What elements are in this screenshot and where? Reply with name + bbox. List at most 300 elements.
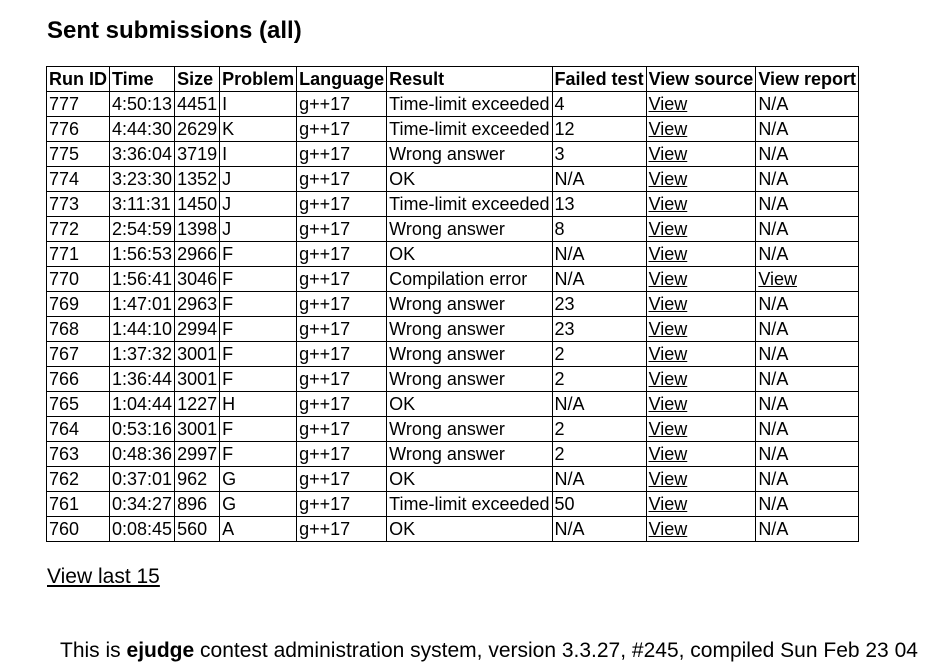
cell-time-cell	[110, 242, 175, 267]
cell-result-cell	[387, 492, 552, 517]
view-source-link[interactable]: View	[648, 419, 688, 439]
cell-size-cell	[175, 142, 220, 167]
cell-run-id-cell	[47, 167, 110, 192]
cell-time-cell	[110, 517, 175, 542]
cell-language-cell	[297, 492, 387, 517]
table-row	[47, 192, 859, 217]
cell-language: g++17	[299, 469, 351, 489]
view-source-link[interactable]: View	[648, 144, 688, 164]
cell-language: g++17	[299, 219, 351, 239]
cell-language: g++17	[299, 269, 351, 289]
cell-size: 3719	[177, 144, 218, 164]
view-report: N/A	[758, 94, 789, 114]
cell-result-cell	[387, 142, 552, 167]
cell-problem: I	[222, 94, 228, 114]
cell-result: OK	[389, 169, 416, 189]
cell-run-id: 773	[49, 194, 80, 214]
view-source-cell	[646, 317, 756, 342]
view-source-link[interactable]: View	[648, 519, 688, 539]
cell-size-cell	[175, 92, 220, 117]
cell-result-cell	[387, 242, 552, 267]
cell-result: Compilation error	[389, 269, 528, 289]
cell-failed-test: 2	[554, 344, 565, 364]
cell-result: Time-limit exceeded	[389, 119, 550, 139]
view-report-cell	[756, 417, 859, 442]
cell-time-cell	[110, 192, 175, 217]
cell-result-cell	[387, 167, 552, 192]
view-report-cell	[756, 242, 859, 267]
cell-failed-test: N/A	[554, 169, 585, 189]
cell-failed-test-cell	[552, 267, 646, 292]
view-source-link[interactable]: View	[648, 269, 688, 289]
table-row	[47, 267, 859, 292]
cell-size-cell	[175, 292, 220, 317]
cell-failed-test-cell	[552, 292, 646, 317]
cell-result: Wrong answer	[389, 294, 505, 314]
view-source-link[interactable]: View	[648, 294, 688, 314]
view-report-cell	[756, 117, 859, 142]
view-report-cell	[756, 292, 859, 317]
cell-run-id-cell	[47, 367, 110, 392]
cell-run-id-cell	[47, 492, 110, 517]
cell-result: OK	[389, 519, 416, 539]
cell-failed-test: 12	[554, 119, 575, 139]
view-source-link[interactable]: View	[648, 119, 688, 139]
cell-size: 2629	[177, 119, 218, 139]
cell-size-cell	[175, 317, 220, 342]
cell-run-id: 771	[49, 244, 80, 264]
cell-time: 1:47:01	[112, 294, 173, 314]
table-row	[47, 392, 859, 417]
view-report-cell	[756, 142, 859, 167]
cell-language: g++17	[299, 169, 351, 189]
cell-size-cell	[175, 517, 220, 542]
view-source-cell	[646, 367, 756, 392]
cell-language-cell	[297, 367, 387, 392]
cell-language: g++17	[299, 494, 351, 514]
cell-run-id: 760	[49, 519, 80, 539]
cell-run-id: 764	[49, 419, 80, 439]
view-source-cell	[646, 217, 756, 242]
cell-time: 3:11:31	[112, 194, 171, 214]
view-report: N/A	[758, 294, 789, 314]
cell-failed-test-cell	[552, 242, 646, 267]
cell-language-cell	[297, 167, 387, 192]
cell-language-cell	[297, 117, 387, 142]
view-report: N/A	[758, 219, 789, 239]
header-language: Language	[297, 67, 387, 92]
cell-run-id: 770	[49, 269, 80, 289]
cell-failed-test-cell	[552, 142, 646, 167]
view-source-link[interactable]: View	[648, 444, 688, 464]
cell-time: 0:34:27	[112, 494, 173, 514]
view-source-cell	[646, 467, 756, 492]
cell-run-id-cell	[47, 317, 110, 342]
cell-size-cell	[175, 492, 220, 517]
cell-language: g++17	[299, 144, 351, 164]
view-source-cell	[646, 517, 756, 542]
cell-time-cell	[110, 392, 175, 417]
cell-run-id-cell	[47, 142, 110, 167]
view-source-link[interactable]: View	[648, 169, 688, 189]
view-source-cell	[646, 442, 756, 467]
cell-language-cell	[297, 467, 387, 492]
view-source-cell	[646, 342, 756, 367]
table-row	[47, 442, 859, 467]
cell-size: 2994	[177, 319, 218, 339]
cell-time: 1:44:10	[112, 319, 173, 339]
cell-problem-cell	[220, 467, 297, 492]
cell-size: 2966	[177, 244, 218, 264]
cell-problem: J	[222, 219, 232, 239]
cell-language: g++17	[299, 319, 351, 339]
cell-size-cell	[175, 367, 220, 392]
cell-time-cell	[110, 92, 175, 117]
cell-run-id-cell	[47, 342, 110, 367]
view-report: N/A	[758, 119, 789, 139]
cell-result: Wrong answer	[389, 144, 505, 164]
cell-problem-cell	[220, 292, 297, 317]
view-report: N/A	[758, 344, 789, 364]
cell-language: g++17	[299, 394, 351, 414]
footer-prefix: This is	[60, 639, 127, 662]
footer-text	[60, 638, 918, 664]
cell-time-cell	[110, 167, 175, 192]
cell-result-cell	[387, 392, 552, 417]
cell-language: g++17	[299, 369, 351, 389]
cell-problem-cell	[220, 192, 297, 217]
view-report-cell	[756, 267, 859, 292]
cell-time: 2:54:59	[112, 219, 173, 239]
cell-problem: G	[222, 469, 237, 489]
cell-result: Wrong answer	[389, 369, 505, 389]
cell-failed-test-cell	[552, 342, 646, 367]
cell-problem: F	[222, 244, 234, 264]
cell-problem-cell	[220, 242, 297, 267]
cell-problem: F	[222, 369, 234, 389]
cell-run-id: 776	[49, 119, 80, 139]
cell-problem-cell	[220, 167, 297, 192]
cell-run-id-cell	[47, 517, 110, 542]
view-source-cell	[646, 242, 756, 267]
cell-language-cell	[297, 442, 387, 467]
cell-failed-test-cell	[552, 167, 646, 192]
view-report-cell	[756, 467, 859, 492]
header-view-report: View report	[756, 67, 859, 92]
cell-result-cell	[387, 342, 552, 367]
cell-time-cell	[110, 417, 175, 442]
cell-run-id: 775	[49, 144, 80, 164]
cell-failed-test: N/A	[554, 519, 585, 539]
view-source-cell	[646, 392, 756, 417]
cell-result-cell	[387, 117, 552, 142]
cell-size-cell	[175, 392, 220, 417]
cell-size: 962	[177, 469, 208, 489]
cell-run-id-cell	[47, 217, 110, 242]
cell-problem: F	[222, 294, 234, 314]
cell-problem: I	[222, 144, 228, 164]
view-source-link[interactable]: View	[648, 94, 688, 114]
cell-language: g++17	[299, 294, 351, 314]
cell-failed-test-cell	[552, 417, 646, 442]
cell-failed-test-cell	[552, 367, 646, 392]
cell-failed-test: 50	[554, 494, 575, 514]
cell-result: Time-limit exceeded	[389, 194, 550, 214]
cell-result-cell	[387, 192, 552, 217]
view-report-cell	[756, 92, 859, 117]
table-row	[47, 117, 859, 142]
view-source-cell	[646, 267, 756, 292]
cell-size: 1227	[177, 394, 218, 414]
cell-result-cell	[387, 367, 552, 392]
cell-run-id-cell	[47, 417, 110, 442]
view-report-cell	[756, 367, 859, 392]
table-row	[47, 167, 859, 192]
view-report: N/A	[758, 519, 789, 539]
cell-run-id: 772	[49, 219, 80, 239]
view-source-link[interactable]: View	[648, 344, 688, 364]
cell-problem: A	[222, 519, 235, 539]
cell-problem: F	[222, 444, 234, 464]
cell-problem: F	[222, 319, 234, 339]
footer-system-name: ejudge	[126, 639, 195, 662]
view-source-link[interactable]: View	[648, 469, 688, 489]
cell-time-cell	[110, 117, 175, 142]
view-report-cell	[756, 442, 859, 467]
cell-time-cell	[110, 342, 175, 367]
cell-size-cell	[175, 467, 220, 492]
cell-failed-test: N/A	[554, 269, 585, 289]
cell-failed-test: 4	[554, 94, 565, 114]
cell-time: 1:37:32	[112, 344, 173, 364]
cell-language-cell	[297, 92, 387, 117]
cell-size: 2997	[177, 444, 218, 464]
cell-time: 4:50:13	[112, 94, 173, 114]
view-report: N/A	[758, 169, 789, 189]
cell-time: 3:36:04	[112, 144, 173, 164]
cell-problem-cell	[220, 417, 297, 442]
table-row	[47, 342, 859, 367]
cell-failed-test-cell	[552, 92, 646, 117]
header-problem: Problem	[220, 67, 297, 92]
header-failed-test: Failed test	[552, 67, 646, 92]
view-report-cell	[756, 517, 859, 542]
cell-failed-test-cell	[552, 517, 646, 542]
cell-run-id: 769	[49, 294, 80, 314]
view-report-cell	[756, 217, 859, 242]
cell-language: g++17	[299, 194, 351, 214]
cell-failed-test: N/A	[554, 469, 585, 489]
cell-language-cell	[297, 267, 387, 292]
cell-size: 560	[177, 519, 208, 539]
view-report-cell	[756, 192, 859, 217]
view-source-cell	[646, 492, 756, 517]
table-header-row	[47, 67, 859, 92]
cell-result-cell	[387, 417, 552, 442]
cell-result: OK	[389, 244, 416, 264]
cell-failed-test-cell	[552, 117, 646, 142]
view-report: N/A	[758, 194, 789, 214]
cell-time: 0:53:16	[112, 419, 173, 439]
cell-size: 3001	[177, 419, 218, 439]
cell-run-id: 766	[49, 369, 80, 389]
cell-failed-test: 23	[554, 294, 575, 314]
cell-result: Time-limit exceeded	[389, 494, 550, 514]
view-source-link[interactable]: View	[648, 194, 688, 214]
cell-problem-cell	[220, 217, 297, 242]
cell-time-cell	[110, 467, 175, 492]
cell-problem-cell	[220, 517, 297, 542]
cell-run-id-cell	[47, 242, 110, 267]
cell-language-cell	[297, 142, 387, 167]
cell-size: 4451	[177, 94, 218, 114]
view-source-cell	[646, 142, 756, 167]
view-source-link[interactable]: View	[648, 494, 688, 514]
cell-problem: F	[222, 419, 234, 439]
view-source-link[interactable]: View	[648, 219, 688, 239]
cell-result: Wrong answer	[389, 319, 505, 339]
cell-run-id: 765	[49, 394, 80, 414]
cell-run-id: 767	[49, 344, 80, 364]
table-row	[47, 417, 859, 442]
table-row	[47, 317, 859, 342]
view-report: N/A	[758, 444, 789, 464]
cell-size-cell	[175, 117, 220, 142]
cell-problem-cell	[220, 392, 297, 417]
cell-time-cell	[110, 367, 175, 392]
cell-size: 1398	[177, 219, 218, 239]
cell-size: 3001	[177, 369, 218, 389]
view-report: N/A	[758, 419, 789, 439]
cell-problem-cell	[220, 142, 297, 167]
cell-problem-cell	[220, 267, 297, 292]
cell-failed-test-cell	[552, 442, 646, 467]
cell-time: 1:56:41	[112, 269, 173, 289]
cell-failed-test-cell	[552, 192, 646, 217]
cell-run-id-cell	[47, 267, 110, 292]
view-source-link[interactable]: View	[648, 319, 688, 339]
cell-problem-cell	[220, 92, 297, 117]
cell-failed-test: 2	[554, 444, 565, 464]
cell-size-cell	[175, 342, 220, 367]
cell-size: 1352	[177, 169, 218, 189]
table-row	[47, 92, 859, 117]
cell-language-cell	[297, 317, 387, 342]
cell-failed-test: 2	[554, 369, 565, 389]
cell-language-cell	[297, 242, 387, 267]
cell-size: 896	[177, 494, 208, 514]
header-result: Result	[387, 67, 552, 92]
cell-run-id-cell	[47, 292, 110, 317]
cell-result: OK	[389, 394, 416, 414]
cell-failed-test: 3	[554, 144, 565, 164]
cell-run-id: 777	[49, 94, 80, 114]
cell-language-cell	[297, 342, 387, 367]
cell-time: 1:36:44	[112, 369, 173, 389]
cell-result-cell	[387, 292, 552, 317]
view-report: N/A	[758, 244, 789, 264]
cell-problem: K	[222, 119, 235, 139]
cell-result-cell	[387, 467, 552, 492]
cell-size-cell	[175, 217, 220, 242]
header-view-source: View source	[646, 67, 756, 92]
cell-result: Wrong answer	[389, 419, 505, 439]
view-source-link[interactable]: View	[648, 394, 688, 414]
cell-result-cell	[387, 317, 552, 342]
view-report: N/A	[758, 469, 789, 489]
view-report-cell	[756, 392, 859, 417]
cell-language-cell	[297, 217, 387, 242]
submissions-table	[46, 66, 859, 542]
page-title: Sent submissions (all)	[47, 17, 302, 44]
cell-run-id-cell	[47, 467, 110, 492]
view-source-link[interactable]: View	[648, 369, 688, 389]
view-report-cell	[756, 167, 859, 192]
view-report: N/A	[758, 319, 789, 339]
view-source-cell	[646, 417, 756, 442]
cell-problem-cell	[220, 367, 297, 392]
view-last-15-link[interactable]: View last 15	[47, 565, 160, 588]
cell-problem: F	[222, 344, 234, 364]
cell-language: g++17	[299, 519, 351, 539]
cell-size: 3001	[177, 344, 218, 364]
cell-time: 1:04:44	[112, 394, 173, 414]
cell-size: 1450	[177, 194, 218, 214]
cell-language: g++17	[299, 344, 351, 364]
view-report: N/A	[758, 494, 789, 514]
view-report-cell	[756, 492, 859, 517]
cell-language-cell	[297, 517, 387, 542]
view-source-cell	[646, 117, 756, 142]
cell-problem-cell	[220, 117, 297, 142]
cell-failed-test-cell	[552, 317, 646, 342]
view-source-cell	[646, 292, 756, 317]
cell-run-id-cell	[47, 92, 110, 117]
cell-failed-test-cell	[552, 492, 646, 517]
cell-failed-test-cell	[552, 467, 646, 492]
cell-problem: F	[222, 269, 234, 289]
view-report: N/A	[758, 369, 789, 389]
view-report-cell	[756, 342, 859, 367]
cell-time-cell	[110, 492, 175, 517]
view-report-link[interactable]: View	[758, 269, 798, 289]
cell-language: g++17	[299, 94, 351, 114]
cell-language-cell	[297, 417, 387, 442]
footer-suffix: contest administration system, version 3.3.27, #245, compiled Sun Feb 23 04	[194, 639, 918, 662]
cell-result-cell	[387, 217, 552, 242]
header-time: Time	[110, 67, 175, 92]
cell-time: 0:48:36	[112, 444, 173, 464]
cell-result-cell	[387, 92, 552, 117]
cell-problem-cell	[220, 442, 297, 467]
cell-size-cell	[175, 242, 220, 267]
cell-time-cell	[110, 317, 175, 342]
cell-problem: H	[222, 394, 236, 414]
cell-failed-test: 23	[554, 319, 575, 339]
view-source-link[interactable]: View	[648, 244, 688, 264]
cell-failed-test-cell	[552, 392, 646, 417]
cell-problem: J	[222, 169, 232, 189]
table-row	[47, 217, 859, 242]
cell-failed-test: 2	[554, 419, 565, 439]
cell-run-id-cell	[47, 392, 110, 417]
cell-run-id: 761	[49, 494, 80, 514]
submissions-body	[47, 92, 859, 542]
cell-result-cell	[387, 442, 552, 467]
cell-size: 3046	[177, 269, 218, 289]
cell-time: 3:23:30	[112, 169, 173, 189]
table-row	[47, 242, 859, 267]
